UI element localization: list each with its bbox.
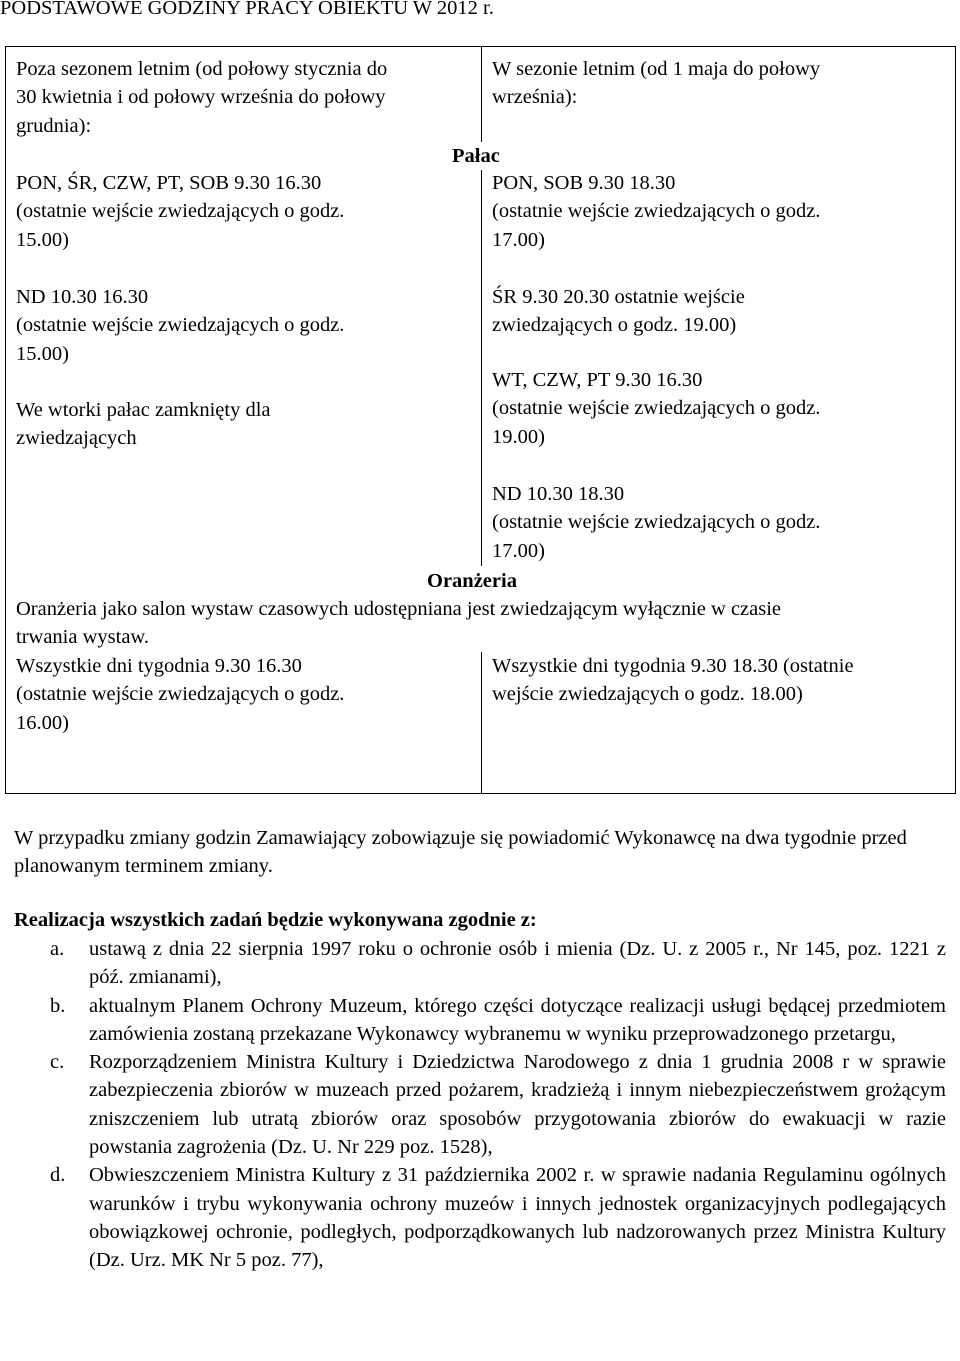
list-item-text: Obwieszczeniem Ministra Kultury z 31 października 2002 r. w sprawie nadania Regulaminu ogólnych warunków i trybu wykonywania ochrony muzeów i innych jednostek organizacyjnych podlegających obowiązkowej ochronie, podległych, podporządkowanych lub nadzorowanych przez Ministra Kultury (Dz. Urz. MK Nr 5 poz. 77),: [89, 1164, 946, 1272]
palace-heading: Pałac: [452, 145, 500, 167]
palace-summer-tue-thu-fri: WT, CZW, PT 9.30 16.30 (ostatnie wejście zwiedzających o godz. 19.00): [492, 369, 821, 448]
list-item: [14, 1161, 946, 1274]
orangery-summer-hours: Wszystkie dni tygodnia 9.30 18.30 (ostatnie wejście zwiedzających o godz. 18.00): [492, 655, 854, 706]
list-item: [14, 1048, 946, 1161]
list-item-text: ustawą z dnia 22 sierpnia 1997 roku o ochronie osób i mienia (Dz. U. z 2005 r., Nr 145, poz. 1221 z póź. zmianami),: [89, 938, 946, 989]
list-item: [14, 935, 946, 992]
orangery-heading: Oranżeria: [427, 570, 517, 592]
palace-summer-sunday: ND 10.30 18.30 (ostatnie wejście zwiedzających o godz. 17.00): [492, 483, 821, 562]
realization-list: [14, 935, 946, 1275]
summer-season-header: W sezonie letnim (od 1 maja do połowy września):: [492, 58, 821, 109]
change-notice-paragraph: W przypadku zmiany godzin Zamawiający zobowiązuje się powiadomić Wykonawcę na dwa tygodnie przed planowanym terminem zmiany.: [14, 827, 907, 878]
list-item-label: b.: [50, 994, 66, 1017]
table-right-border: [955, 46, 956, 794]
list-item-label: a.: [50, 938, 65, 960]
column-divider-top: [481, 46, 482, 142]
list-item: [14, 992, 946, 1049]
realization-heading: Realizacja wszystkich zadań będzie wykonywana zgodnie z:: [14, 909, 537, 931]
list-item-text: aktualnym Planem Ochrony Muzeum, którego części dotyczące realizacji usługi będącej przedmiotem zamówienia zostaną przekazane Wykonawcy wybranemu w wyniku przeprowadzonego przetargu,: [89, 994, 946, 1045]
palace-summer-wednesday: ŚR 9.30 20.30 ostatnie wejście zwiedzających o godz. 19.00): [492, 286, 745, 337]
off-season-header: Poza sezonem letnim (od połowy stycznia do 30 kwietnia i od połowy września do połowy grudnia):: [16, 58, 388, 137]
palace-off-season-weekdays: PON, ŚR, CZW, PT, SOB 9.30 16.30 (ostatnie wejście zwiedzających o godz. 15.00): [16, 172, 345, 251]
palace-tuesday-closed-note: We wtorki pałac zamknięty dla zwiedzających: [16, 399, 271, 450]
column-divider-palace: [481, 170, 482, 566]
list-item-label: d.: [50, 1164, 66, 1187]
page-title: PODSTAWOWE GODZINY PRACY OBIEKTU W 2012 r.: [0, 0, 494, 19]
orangery-off-season-hours: Wszystkie dni tygodnia 9.30 16.30 (ostatnie wejście zwiedzających o godz. 16.00): [16, 655, 345, 734]
column-divider-orangery: [481, 652, 482, 794]
palace-off-season-sunday: ND 10.30 16.30 (ostatnie wejście zwiedzających o godz. 15.00): [16, 286, 345, 365]
list-item-label: c.: [50, 1051, 65, 1074]
palace-summer-mon-sat: PON, SOB 9.30 18.30 (ostatnie wejście zwiedzających o godz. 17.00): [492, 172, 821, 251]
orangery-note: Oranżeria jako salon wystaw czasowych udostępniana jest zwiedzającym wyłącznie w czasie trwania wystaw.: [16, 598, 782, 649]
list-item-text: Rozporządzeniem Ministra Kultury i Dziedzictwa Narodowego z dnia 1 grudnia 2008 r w sprawie zabezpieczenia zbiorów w muzeach przed pożarem, kradzieżą i innym niebezpieczeństwem grożącym zniszczeniem lub utratą zbiorów oraz sposobów przygotowania zbiorów do ewakuacji w razie powstania zagrożenia (Dz. U. Nr 229 poz. 1528),: [89, 1051, 946, 1159]
table-left-border: [5, 46, 6, 794]
